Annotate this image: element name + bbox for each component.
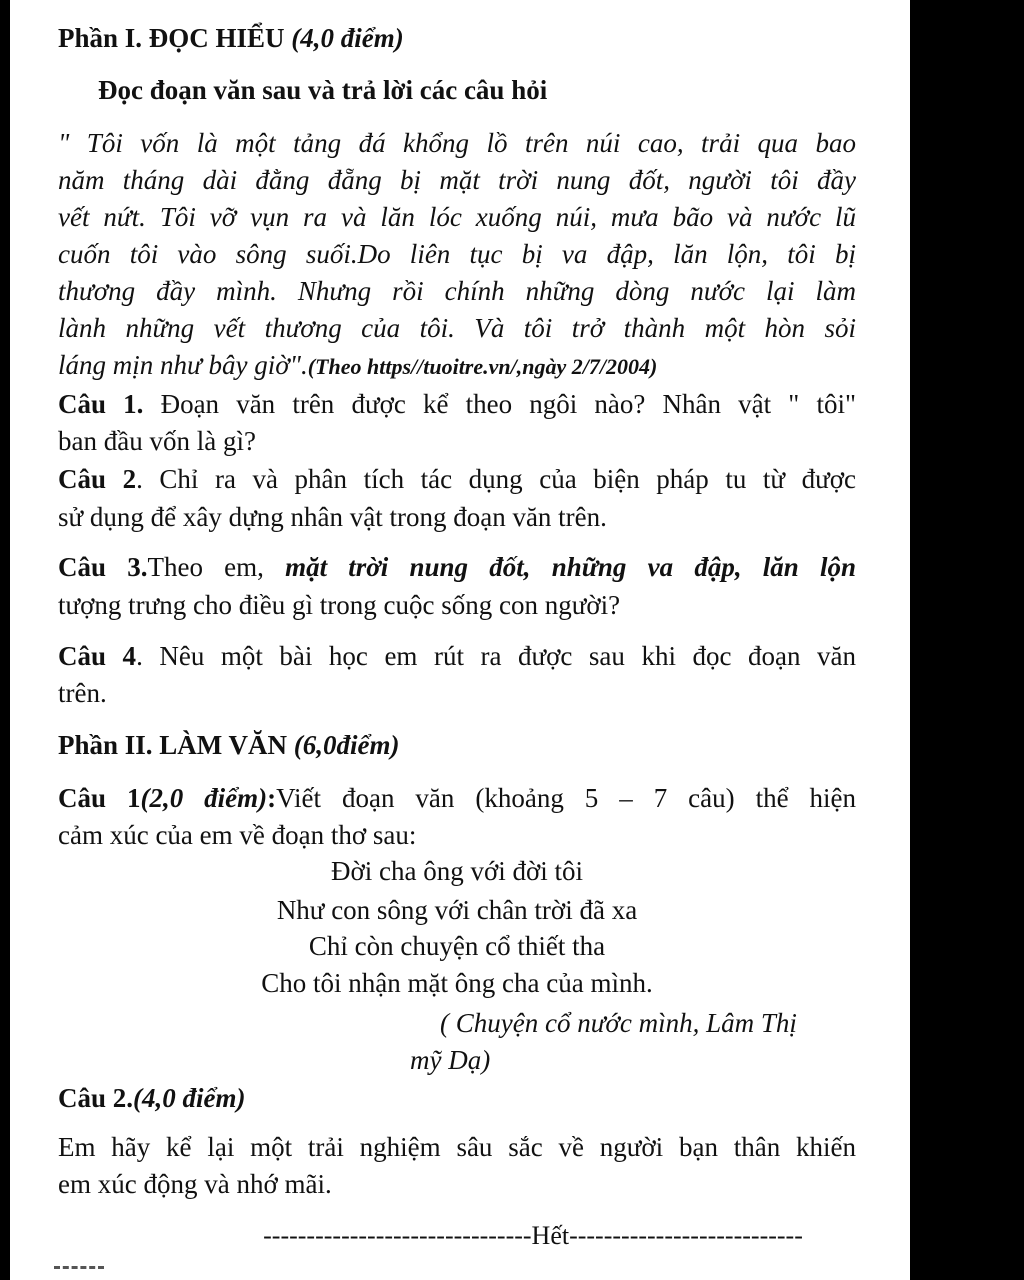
part1-heading-points: (4,0 điểm) (291, 23, 404, 53)
part1-heading-main: Phần I. ĐỌC HIỂU (58, 23, 292, 53)
passage-line-2: năm tháng dài đằng đẵng bị mặt trời nung đốt, người tôi đầy (58, 165, 856, 195)
writing-question-1-points: (2,0 điểm) (140, 783, 268, 813)
question-1-text: Đoạn văn trên được kể theo ngôi nào? Nhân vật " tôi" (143, 389, 857, 419)
question-1-label: Câu 1. (58, 389, 144, 419)
passage-line-5: thương đầy mình. Nhưng rồi chính những dòng nước lại làm (58, 276, 856, 306)
end-marker: -------------------------------Hết--------------------------- (263, 1221, 803, 1250)
passage-line-6: lành những vết thương của tôi. Và tôi trở thành một hòn sỏi (58, 313, 856, 343)
passage-line-4: cuốn tôi vào sông suối.Do liên tục bị va đập, lăn lộn, tôi bị (58, 239, 856, 269)
question-3-label: Câu 3. (58, 552, 148, 582)
poem-source-line-1: ( Chuyện cổ nước mình, Lâm Thị (440, 1008, 797, 1038)
poem-line-2: Như con sông với chân trời đã xa (276, 895, 638, 925)
question-2 (58, 461, 856, 497)
question-1 (58, 386, 856, 422)
poem-line-1: Đời cha ông với đời tôi (330, 856, 584, 886)
question-3-text: Theo em, (147, 552, 286, 582)
question-3-emphasis: mặt trời nung đốt, những va đập, lăn lộn (285, 552, 857, 582)
question-1-line-2: ban đầu vốn là gì? (58, 426, 256, 456)
question-4-line-2: trên. (58, 678, 107, 708)
question-3 (58, 549, 856, 585)
reading-instruction: Đọc đoạn văn sau và trả lời các câu hỏi (98, 75, 548, 105)
question-2-text: . Chỉ ra và phân tích tác dụng của biện pháp tu từ được (136, 464, 856, 494)
part2-heading-main: Phần II. LÀM VĂN (58, 730, 294, 760)
writing-question-1 (58, 780, 856, 816)
poem-line-3: Chỉ còn chuyện cổ thiết tha (308, 931, 606, 961)
writing-question-2-points: (4,0 điểm) (133, 1083, 246, 1113)
passage-source: (Theo https//tuoitre.vn/,ngày 2/7/2004) (307, 354, 658, 379)
writing-question-1-text: Viết đoạn văn (khoảng 5 – 7 câu) thể hiện (276, 783, 856, 813)
passage-line-7: láng mịn như bây giờ". (58, 350, 308, 380)
question-4-label: Câu 4 (58, 641, 137, 671)
passage-last-line (58, 347, 657, 385)
writing-question-1-label: Câu 1 (58, 783, 141, 813)
poem-line-4: Cho tôi nhận mặt ông cha của mình. (261, 968, 653, 998)
writing-question-2 (58, 1080, 246, 1116)
writing-question-1-line-2: cảm xúc của em về đoạn thơ sau: (58, 820, 417, 850)
bottom-dash-divider (54, 1266, 104, 1269)
part1-heading (58, 20, 404, 56)
part2-heading-points: (6,0điểm) (293, 730, 400, 760)
writing-question-2-label: Câu 2. (58, 1083, 134, 1113)
passage-line-1: " Tôi vốn là một tảng đá khổng lồ trên núi cao, trải qua bao (58, 128, 856, 158)
poem-source-line-2: mỹ Dạ) (410, 1045, 491, 1075)
question-2-label: Câu 2 (58, 464, 137, 494)
question-4 (58, 638, 856, 674)
writing-question-2-line-2: em xúc động và nhớ mãi. (58, 1169, 332, 1199)
question-2-line-2: sử dụng để xây dựng nhân vật trong đoạn văn trên. (58, 502, 607, 532)
question-4-text: . Nêu một bài học em rút ra được sau khi đọc đoạn văn (136, 641, 857, 671)
passage-line-3: vết nứt. Tôi vỡ vụn ra và lăn lóc xuống núi, mưa bão và nước lũ (58, 202, 856, 232)
writing-question-1-colon: : (267, 783, 277, 813)
question-3-line-2: tượng trưng cho điều gì trong cuộc sống con người? (58, 590, 621, 620)
part2-heading (58, 727, 400, 763)
writing-question-2-line-1: Em hãy kể lại một trải nghiệm sâu sắc về người bạn thân khiến (58, 1132, 856, 1162)
